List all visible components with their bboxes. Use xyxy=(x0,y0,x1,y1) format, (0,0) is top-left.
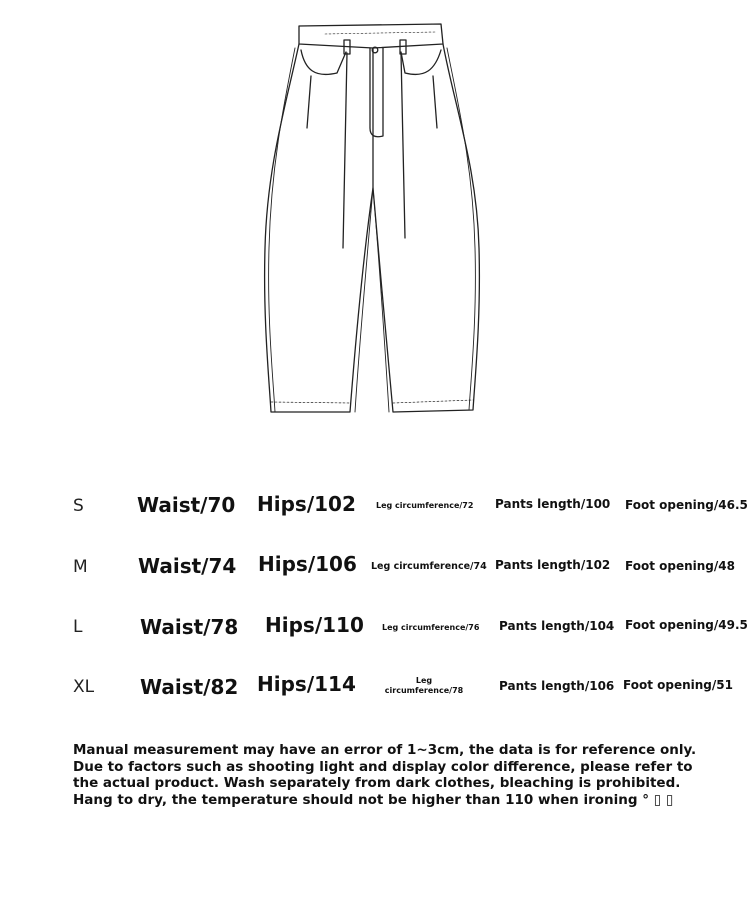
size-label: M xyxy=(73,557,88,577)
foot-opening-value: Foot opening/48 xyxy=(625,559,735,573)
hips-value: Hips/110 xyxy=(265,613,364,637)
leg-circumference-value: Leg circumference/76 xyxy=(382,623,480,632)
note-line-3: the actual product. Wash separately from dark clothes, bleaching is prohibited. xyxy=(73,775,681,791)
foot-opening-value: Foot opening/51 xyxy=(623,678,733,692)
pants-illustration xyxy=(255,18,495,418)
waist-value: Waist/74 xyxy=(138,554,237,578)
leg-circumference-value: Leg circumference/72 xyxy=(376,501,474,510)
leg-label-line1: Leg xyxy=(415,676,433,685)
waist-value: Waist/78 xyxy=(140,615,239,639)
note-line-4: Hang to dry, the temperature should not be higher than 110 when ironing ° ▯ ▯ xyxy=(73,791,674,808)
hips-value: Hips/114 xyxy=(257,672,356,696)
waistband xyxy=(299,24,443,48)
care-notes xyxy=(73,742,713,808)
note-line-2: Due to factors such as shooting light and display color difference, please refer to xyxy=(73,758,693,775)
waist-value: Waist/82 xyxy=(140,675,239,699)
pants-length-value: Pants length/100 xyxy=(495,497,611,511)
left-leg-outline xyxy=(265,44,373,412)
size-label: XL xyxy=(73,677,95,697)
leg-circumference-value xyxy=(384,676,464,696)
hips-value: Hips/102 xyxy=(257,492,356,516)
size-label: L xyxy=(73,617,83,637)
note-line-1: Manual measurement may have an error of 1~3cm, the data is for reference only. xyxy=(73,742,697,758)
right-leg-outline xyxy=(373,44,479,412)
waist-value: Waist/70 xyxy=(137,493,236,517)
pants-length-value: Pants length/102 xyxy=(495,558,611,572)
pants-length-value: Pants length/106 xyxy=(499,679,615,693)
leg-circumference-value: Leg circumference/74 xyxy=(371,561,487,572)
leg-label-line2: circumference/78 xyxy=(384,686,464,695)
hips-value: Hips/106 xyxy=(258,552,357,576)
size-label: S xyxy=(73,496,84,516)
foot-opening-value: Foot opening/46.5 xyxy=(625,498,748,512)
foot-opening-value: Foot opening/49.5 xyxy=(625,618,748,632)
pants-length-value: Pants length/104 xyxy=(499,619,615,633)
